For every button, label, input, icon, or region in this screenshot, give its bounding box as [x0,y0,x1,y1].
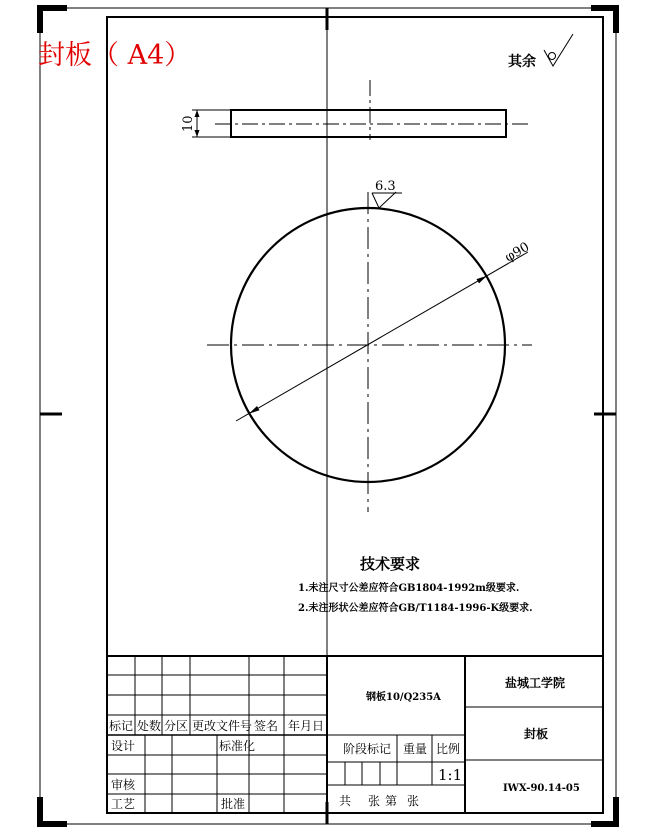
surface-finish-note: 其余 [508,54,536,70]
drawing-number: IWX-90.14-05 [503,783,580,794]
label-approve: 批准 [221,797,246,811]
header-date: 年月日 [288,719,325,733]
roughness-value: 6.3 [375,179,396,194]
sheet-title: 封板（ A4） [38,40,192,71]
label-ratio: 比例 [436,742,461,756]
label-sheet-unit: 张 [368,794,381,808]
header-zone: 分区 [164,719,189,733]
tech-requirements-heading: 技术要求 [360,555,421,573]
tech-requirement-2: 2.未注形状公差应符合GB/T1184-1996-K级要求. [298,603,533,614]
header-count: 处数 [137,719,162,733]
tech-requirement-1: 1.未注尺寸公差应符合GB1804-1992m级要求. [298,583,520,594]
label-stage-mark: 阶段标记 [343,742,392,756]
thickness-dimension: 10 [181,115,196,132]
label-review: 审核 [111,778,136,792]
scale-value: 1:1 [438,766,463,784]
plate-side-view [192,80,528,140]
header-change-doc: 更改文件号 [192,719,253,733]
part-name: 封板 [524,727,549,741]
label-sheets-total: 共 [339,794,352,808]
label-sheet-unit2: 张 [407,794,420,808]
label-weight: 重量 [403,742,428,756]
label-standardize: 标准化 [219,739,256,753]
surface-finish-symbol [544,34,573,66]
header-mark: 标记 [109,719,134,733]
school-name: 盐城工学院 [505,676,566,690]
diameter-dimension: φ90 [502,239,533,266]
label-process: 工艺 [111,797,136,811]
material: 钢板10/Q235A [366,692,441,703]
disc-front-view [207,192,532,512]
label-sheet-no: 第 [385,794,398,808]
label-design: 设计 [111,739,136,753]
header-sign: 签名 [254,719,279,733]
